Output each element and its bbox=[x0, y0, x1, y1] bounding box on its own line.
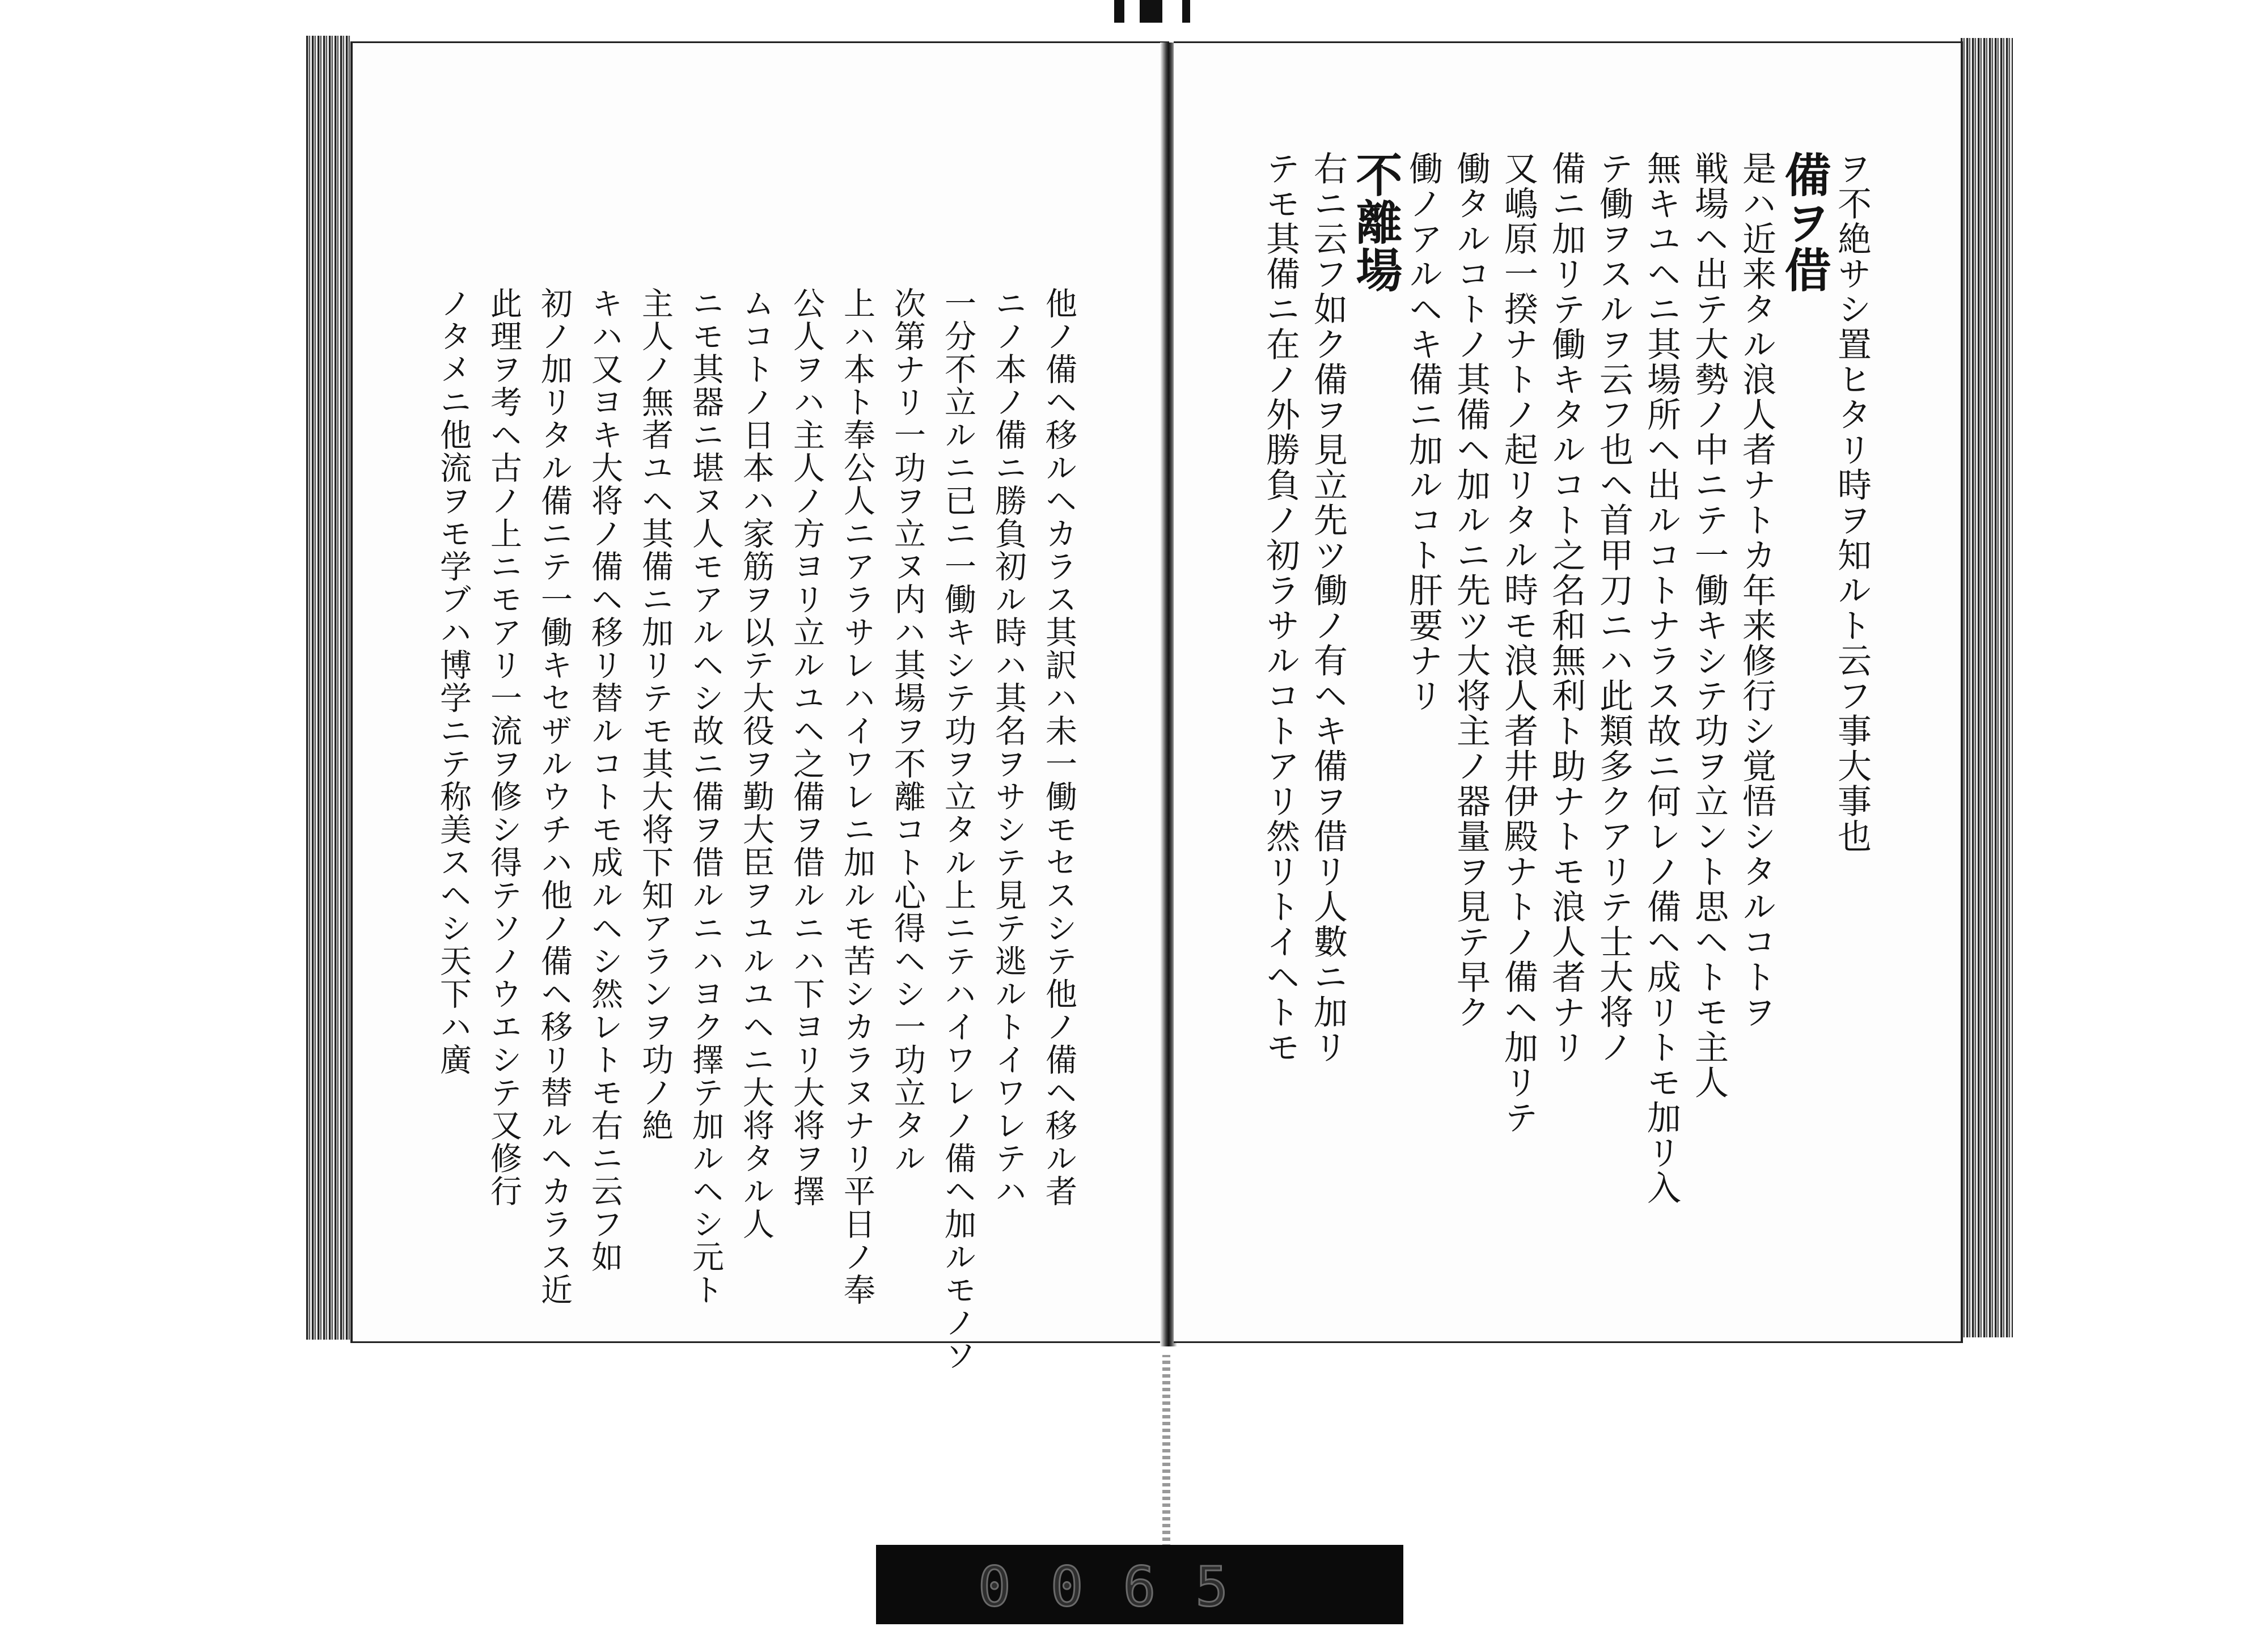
text-column: 上ハ本ト奉公人ニアラサレハイワレニ加ルモ苦シカラヌナリ平日ノ奉 bbox=[839, 287, 875, 1306]
text-column: ノタメニ他流ヲモ学ブハ博学ニテ称美スヘシ天下ハ廣 bbox=[435, 287, 472, 1076]
text-column: 此理ヲ考ヘ古ノ上ニモアリ一流ヲ修シ得テソノウエシテ又修行 bbox=[485, 287, 522, 1208]
left-page bbox=[350, 41, 1169, 1372]
text-column: キハ又ヨキ大将ノ備ヘ移リ替ルコトモ成ルヘシ然レトモ右ニ云フ如 bbox=[586, 287, 623, 1273]
frame-number-label bbox=[876, 1545, 1403, 1624]
text-column: 主人ノ無者ユヘ其備ニ加リテモ其大将下知アランヲ功ノ絶 bbox=[637, 287, 674, 1142]
text-column: 次第ナリ一功ヲ立ヌ内ハ其場ヲ不離コト心得ヘシ一功立タル bbox=[889, 287, 926, 1175]
page-edge-left bbox=[306, 36, 350, 1340]
section-heading: 不離場 bbox=[1348, 151, 1403, 294]
section-heading: 備ヲ借 bbox=[1777, 151, 1831, 294]
text-column: 他ノ備ヘ移ルヘカラス其訳ハ未一働モセスシテ他ノ備ヘ移ル者 bbox=[1040, 287, 1077, 1208]
right-page bbox=[1174, 41, 1963, 1343]
text-column: 又嶋原一揆ナトノ起リタル時モ浪人者井伊殿ナトノ備ヘ加リテ bbox=[1499, 151, 1538, 1135]
left-page-text bbox=[428, 287, 1084, 1372]
text-column: 備ニ加リテ働キタルコト之名和無利ト助ナトモ浪人者ナリ bbox=[1546, 151, 1586, 1065]
text-column: 右ニ云フ如ク備ヲ見立先ツ働ノ有ヘキ備ヲ借リ人數ニ加リ bbox=[1308, 151, 1348, 1065]
text-column: テモ其備ニ在ノ外勝負ノ初ラサルコトアリ然リトイヘトモ bbox=[1260, 151, 1300, 1065]
page-edge-right bbox=[1961, 38, 2013, 1337]
text-column: 戦場ヘ出テ大勢ノ中ニテ一働キシテ功ヲ立ント思ヘトモ主人 bbox=[1689, 151, 1729, 1100]
text-column: 働タルコトノ其備ヘ加ルニ先ツ大将主ノ器量ヲ見テ早ク bbox=[1451, 151, 1491, 1030]
text-column: 公人ヲハ主人ノ方ヨリ立ルユヘ之備ヲ借ルニハ下ヨリ大将ヲ擇 bbox=[788, 287, 825, 1208]
text-column: ニモ其器ニ堪ヌ人モアルヘシ故ニ備ヲ借ルニハヨク擇テ加ルヘシ元ト bbox=[687, 287, 724, 1306]
text-column: ムコトノ日本ハ家筋ヲ以テ大役ヲ勤大臣ヲユルユヘニ大将タル人 bbox=[738, 287, 775, 1240]
text-column: ニノ本ノ備ニ勝負初ル時ハ其名ヲサシテ見テ逃ルトイワレテハ bbox=[990, 287, 1027, 1208]
text-column: 初ノ加リタル備ニテ一働キセザルウチハ他ノ備ヘ移リ替ルヘカラス近 bbox=[536, 287, 573, 1306]
binding-clip bbox=[1140, 0, 1162, 23]
text-column: 無キユヘニ其場所ヘ出ルコトナラス故ニ何レノ備ヘ成リトモ加リ入 bbox=[1641, 151, 1681, 1205]
text-column: ヲ不絶サシ置ヒタリ時ヲ知ルト云フ事大事也 bbox=[1832, 151, 1872, 854]
binding-clip bbox=[1114, 0, 1124, 23]
text-column: 働ノアルヘキ備ニ加ルコト肝要ナリ bbox=[1403, 151, 1443, 713]
text-column: テ働ヲスルヲ云フ也ヘ首甲刀ニハ此類多クアリテ士大将ノ bbox=[1594, 151, 1634, 1065]
text-column: 是ハ近来タル浪人者ナトカ年来修行シ覚悟シタルコトヲ bbox=[1737, 151, 1776, 1030]
text-column: 一分不立ルニ已ニ一働キシテ功ヲ立タル上ニテハイワレノ備ヘ加ルモノソ bbox=[940, 287, 976, 1372]
frame-number: 0065 bbox=[978, 1555, 1268, 1619]
open-book bbox=[306, 31, 2013, 1372]
book-stand-post bbox=[1162, 1355, 1170, 1548]
binding-clip bbox=[1182, 0, 1190, 23]
right-page-text bbox=[1256, 151, 1876, 1285]
